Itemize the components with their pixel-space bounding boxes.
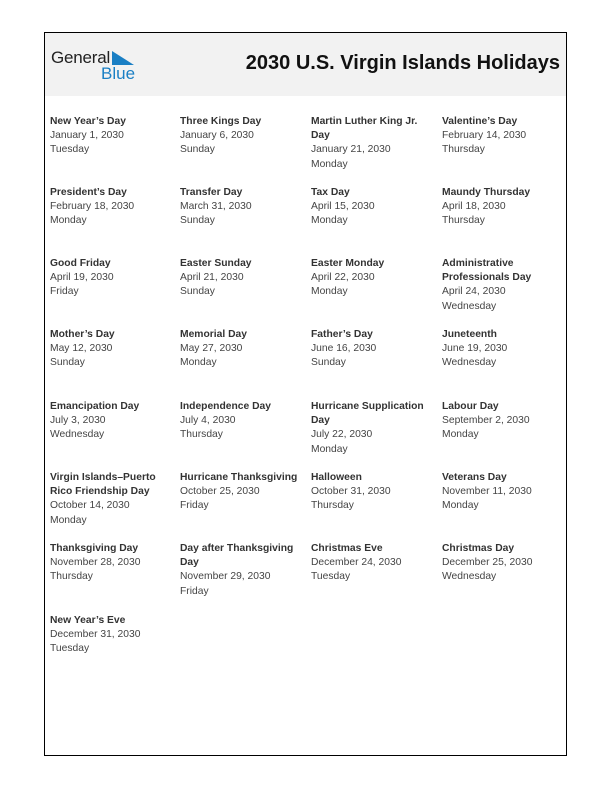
holiday-name: Halloween <box>311 472 362 483</box>
holiday-name: Mother’s Day <box>50 329 115 340</box>
holiday-weekday: Monday <box>311 215 348 227</box>
holiday-item <box>442 400 568 443</box>
holiday-date: November 11, 2030 <box>442 486 532 498</box>
holiday-name: Easter Monday <box>311 258 385 269</box>
holiday-date: October 31, 2030 <box>311 486 391 498</box>
holiday-weekday: Monday <box>50 215 87 227</box>
holiday-name: New Year’s Eve <box>50 615 126 626</box>
holiday-item <box>311 400 437 457</box>
holiday-item <box>50 542 176 585</box>
holiday-item <box>442 186 568 229</box>
holiday-date: January 1, 2030 <box>50 130 124 142</box>
holiday-name: Virgin Islands–Puerto Rico Friendship Day <box>50 472 156 498</box>
holiday-item <box>50 400 176 443</box>
header <box>45 33 566 96</box>
holiday-item <box>180 328 306 371</box>
holiday-date: May 27, 2030 <box>180 343 243 355</box>
holiday-name: Hurricane Thanksgiving <box>180 472 298 483</box>
holiday-item <box>50 257 176 300</box>
holiday-name: Hurricane Supplication Day <box>311 401 424 427</box>
holiday-name: Veterans Day <box>442 472 507 483</box>
holiday-weekday: Wednesday <box>442 357 497 369</box>
holiday-date: December 31, 2030 <box>50 629 141 641</box>
holiday-name: Emancipation Day <box>50 401 140 412</box>
holiday-date: March 31, 2030 <box>180 201 252 213</box>
holiday-item <box>180 186 306 229</box>
holiday-name: Transfer Day <box>180 187 243 198</box>
holiday-date: October 25, 2030 <box>180 486 260 498</box>
holiday-item <box>311 115 437 172</box>
holiday-weekday: Friday <box>180 585 209 597</box>
holiday-name: President’s Day <box>50 187 127 198</box>
holiday-item <box>311 186 437 229</box>
holiday-item <box>180 471 306 514</box>
holiday-item <box>442 542 568 585</box>
logo <box>51 48 141 84</box>
holiday-name: Labour Day <box>442 401 499 412</box>
holiday-item <box>442 471 568 514</box>
holiday-weekday: Thursday <box>442 215 485 227</box>
holiday-item <box>50 186 176 229</box>
holiday-weekday: Tuesday <box>50 643 90 655</box>
holiday-weekday: Wednesday <box>442 571 497 583</box>
holiday-date: June 16, 2030 <box>311 343 377 355</box>
holiday-item <box>50 328 176 371</box>
holiday-date: June 19, 2030 <box>442 343 508 355</box>
holiday-name: Memorial Day <box>180 329 247 340</box>
holiday-item <box>50 471 176 528</box>
holiday-weekday: Wednesday <box>50 429 105 441</box>
holiday-item <box>180 542 306 599</box>
holiday-weekday: Monday <box>442 500 479 512</box>
holiday-name: Father’s Day <box>311 329 373 340</box>
holiday-name: Christmas Eve <box>311 543 383 554</box>
holiday-name: Maundy Thursday <box>442 187 531 198</box>
holiday-weekday: Thursday <box>50 571 93 583</box>
holiday-weekday: Monday <box>311 286 348 298</box>
holiday-weekday: Friday <box>180 500 209 512</box>
calendar-page <box>44 32 567 756</box>
holiday-weekday: Monday <box>311 443 348 455</box>
holiday-name: Administrative Professionals Day <box>442 258 532 284</box>
page-title: 2030 U.S. Virgin Islands Holidays <box>245 52 560 74</box>
holiday-date: November 28, 2030 <box>50 557 141 569</box>
holiday-weekday: Monday <box>442 429 479 441</box>
holiday-weekday: Monday <box>180 357 217 369</box>
logo-text-general: General <box>51 48 111 67</box>
holiday-weekday: Monday <box>50 514 87 526</box>
holiday-weekday: Thursday <box>442 144 485 156</box>
holiday-weekday: Friday <box>50 286 79 298</box>
holiday-name: Day after Thanksgiving Day <box>180 543 294 569</box>
holiday-weekday: Wednesday <box>442 300 497 312</box>
holiday-date: October 14, 2030 <box>50 500 130 512</box>
holiday-weekday: Sunday <box>311 357 346 369</box>
holiday-name: Independence Day <box>180 401 271 412</box>
holiday-date: January 6, 2030 <box>180 130 254 142</box>
holiday-item <box>311 542 437 585</box>
holiday-date: December 24, 2030 <box>311 557 402 569</box>
holiday-name: Tax Day <box>311 187 350 198</box>
holiday-date: February 14, 2030 <box>442 130 527 142</box>
holiday-item <box>311 471 437 514</box>
holiday-date: July 4, 2030 <box>180 415 236 427</box>
holiday-weekday: Sunday <box>180 144 215 156</box>
holiday-date: September 2, 2030 <box>442 415 530 427</box>
holiday-item <box>442 328 568 371</box>
holiday-name: Easter Sunday <box>180 258 252 269</box>
holiday-item <box>180 115 306 158</box>
holiday-date: December 25, 2030 <box>442 557 533 569</box>
holiday-weekday: Thursday <box>180 429 223 441</box>
holiday-date: April 19, 2030 <box>50 272 114 284</box>
holiday-date: November 29, 2030 <box>180 571 271 583</box>
holiday-weekday: Sunday <box>180 215 215 227</box>
holiday-weekday: Tuesday <box>311 571 351 583</box>
holiday-weekday: Tuesday <box>50 144 90 156</box>
holiday-item <box>311 328 437 371</box>
holiday-date: April 21, 2030 <box>180 272 244 284</box>
holiday-name: Three Kings Day <box>180 116 262 127</box>
holiday-name: Valentine’s Day <box>442 116 518 127</box>
holiday-item <box>50 115 176 158</box>
holiday-date: April 18, 2030 <box>442 201 506 213</box>
holiday-item <box>442 257 568 314</box>
holiday-weekday: Thursday <box>311 500 354 512</box>
holiday-item <box>180 257 306 300</box>
holiday-name: Christmas Day <box>442 543 515 554</box>
holiday-item <box>311 257 437 300</box>
holiday-date: February 18, 2030 <box>50 201 135 213</box>
holiday-item <box>442 115 568 158</box>
holiday-item <box>50 614 176 657</box>
holiday-name: Good Friday <box>50 258 111 269</box>
holiday-date: April 24, 2030 <box>442 286 506 298</box>
holiday-date: January 21, 2030 <box>311 144 391 156</box>
holiday-name: Martin Luther King Jr. Day <box>311 116 418 142</box>
holiday-weekday: Monday <box>311 158 348 170</box>
holiday-date: April 22, 2030 <box>311 272 375 284</box>
holiday-weekday: Sunday <box>50 357 85 369</box>
holiday-date: April 15, 2030 <box>311 201 375 213</box>
holiday-name: New Year’s Day <box>50 116 126 127</box>
holiday-weekday: Sunday <box>180 286 215 298</box>
holiday-date: May 12, 2030 <box>50 343 113 355</box>
holiday-date: July 22, 2030 <box>311 429 373 441</box>
holiday-name: Thanksgiving Day <box>50 543 139 554</box>
logo-text-blue: Blue <box>101 64 136 83</box>
holiday-date: July 3, 2030 <box>50 415 106 427</box>
holiday-name: Juneteenth <box>442 329 497 340</box>
holiday-item <box>180 400 306 443</box>
